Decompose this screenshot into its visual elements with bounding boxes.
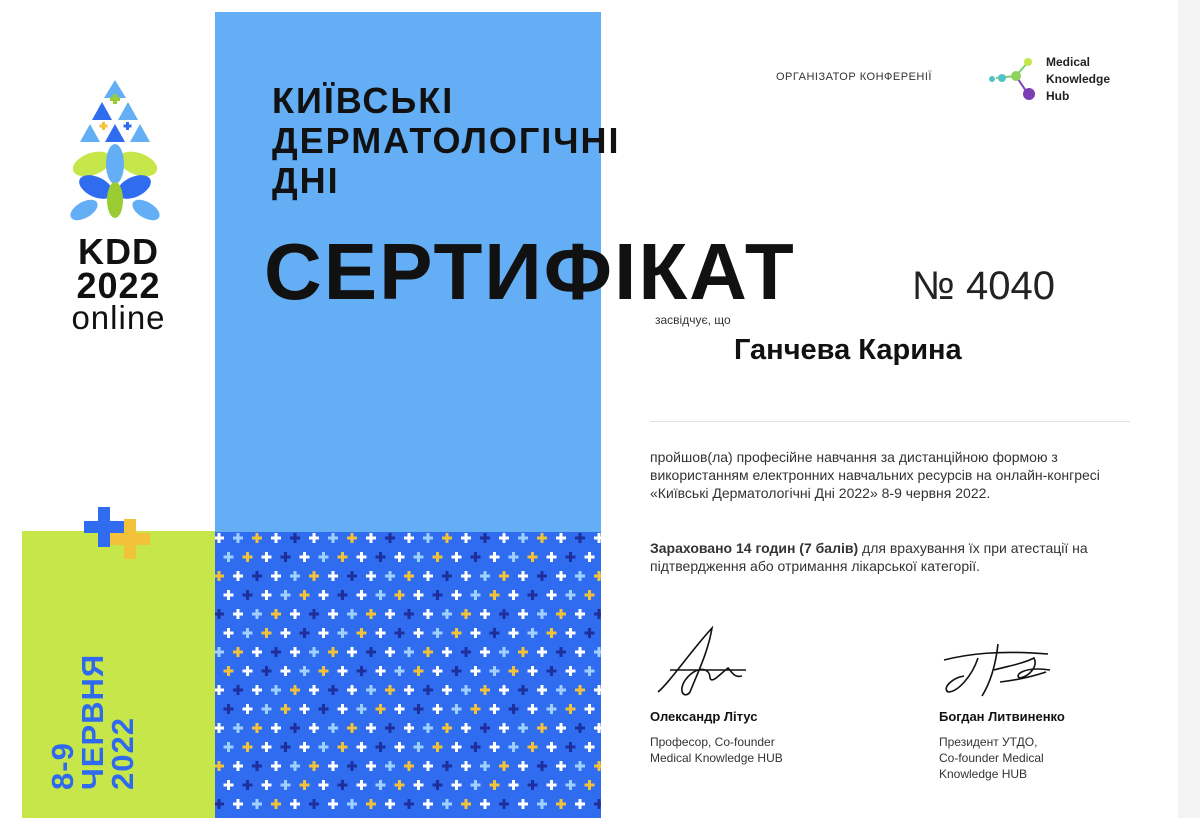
conference-title-line1: КИЇВСЬКІ	[272, 80, 455, 121]
medical-knowledge-hub-logo	[988, 52, 1044, 104]
cross-pattern	[215, 532, 601, 818]
logo-kdd: KDD	[78, 231, 159, 272]
credit-purpose: для врахування їх при атестації на підтвердження або отримання лікарської категорії.	[650, 540, 1088, 574]
event-dates	[45, 640, 140, 790]
date-days: 8-9	[45, 742, 80, 790]
logo-year: 2022	[76, 265, 161, 306]
mkh-line1: Medical	[1046, 55, 1091, 69]
signer2-org-line2: Knowledge HUB	[939, 767, 1028, 781]
mkh-line2: Knowledge	[1046, 72, 1111, 86]
page-edge	[1178, 0, 1200, 818]
logo-online: online	[71, 299, 166, 336]
conference-title-line2: ДЕРМАТОЛОГІЧНІ	[272, 120, 621, 161]
divider	[650, 421, 1130, 422]
recipient-name: Ганчева Карина	[734, 334, 962, 366]
signer1-name: Олександр Літус	[650, 709, 758, 724]
signer2-name: Богдан Литвиненко	[939, 709, 1065, 724]
signer1-role: Професор, Co-founder	[650, 735, 775, 749]
conference-title-line3: ДНІ	[272, 160, 340, 201]
signature-lytvynenko	[938, 636, 1058, 702]
kdd-flower-logo	[60, 72, 170, 232]
credit-hours: Зараховано 14 годин (7 балів)	[650, 540, 859, 556]
organizer-label: ОРГАНІЗАТОР КОНФЕРЕНІЇ	[776, 71, 932, 83]
credit-statement	[650, 539, 1120, 575]
certificate-heading: СЕРТИФІКАТ	[264, 227, 796, 316]
plus-icon	[84, 505, 156, 563]
certificate-number: № 4040	[912, 264, 1056, 308]
mkh-line3: Hub	[1046, 89, 1070, 103]
signer2-org-line1: Co-founder Medical	[939, 751, 1044, 765]
certificate-body: пройшов(ла) професійне навчання за дистанційною формою з використанням електронних навчальних ресурсів на онлайн-конгресі «Київські Дерматологічні Дні 2022» 8-9 червня 2022.	[650, 449, 1100, 501]
date-month: ЧЕРВНЯ	[75, 653, 110, 790]
certifies-label: засвідчує, що	[655, 313, 731, 327]
signer2-role: Президент УТДО,	[939, 735, 1038, 749]
date-year: 2022	[105, 717, 140, 790]
signature-litus	[650, 622, 750, 702]
signer1-org: Medical Knowledge HUB	[650, 751, 783, 765]
